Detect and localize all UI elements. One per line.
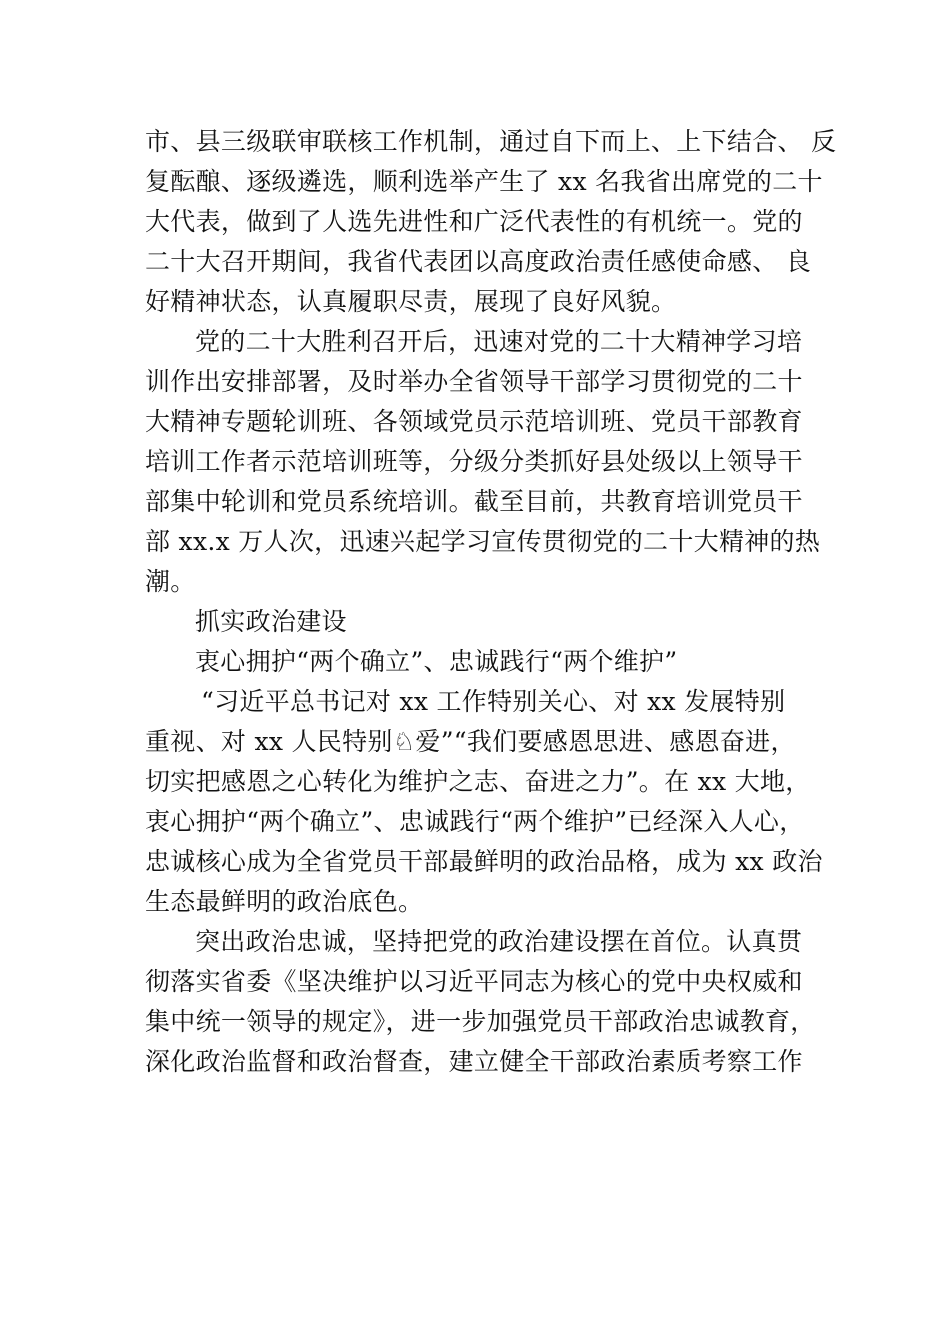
text-line: 部集中轮训和党员系统培训。截至目前，共教育培训党员干 bbox=[145, 487, 803, 516]
paragraph-3 bbox=[145, 682, 825, 922]
paragraph-2 bbox=[145, 322, 825, 602]
text-line: 深化政治监督和政治督查，建立健全干部政治素质考察工作 bbox=[145, 1047, 803, 1076]
section-heading: 抓实政治建设 bbox=[195, 607, 347, 636]
text-line: 二十大召开期间，我省代表团以高度政治责任感使命感、 良 bbox=[145, 247, 812, 276]
text-line: 市、县三级联审联核工作机制，通过自下而上、上下结合、 反 bbox=[145, 127, 837, 156]
text-line: 彻落实省委《坚决维护以习近平同志为核心的党中央权威和 bbox=[145, 967, 803, 996]
text-line: 大精神专题轮训班、各领域党员示范培训班、党员干部教育 bbox=[145, 407, 803, 436]
paragraph-4 bbox=[145, 922, 825, 1082]
text-line: 切实把感恩之心转化为维护之志、奋进之力”。在 xx 大地， bbox=[145, 767, 811, 796]
text-line: 重视、对 xx 人民特别♘爱”“我们要感恩思进、感恩奋进， bbox=[145, 727, 796, 756]
document-body bbox=[145, 122, 837, 1082]
text-line: 大代表，做到了人选先进性和广泛代表性的有机统一。党的 bbox=[145, 207, 803, 236]
text-line: 衷心拥护“两个确立”、忠诚践行“两个维护”已经深入人心， bbox=[145, 807, 805, 836]
text-line: 培训工作者示范培训班等，分级分类抓好县处级以上领导干 bbox=[145, 447, 803, 476]
text-line: 党的二十大胜利召开后，迅速对党的二十大精神学习培 bbox=[195, 327, 803, 356]
text-line: 忠诚核心成为全省党员干部最鲜明的政治品格，成为 xx 政治 bbox=[145, 847, 823, 876]
paragraph-1 bbox=[145, 122, 837, 322]
text-line: 部 xx.x 万人次，迅速兴起学习宣传贯彻党的二十大精神的热 bbox=[145, 527, 821, 556]
text-line: 训作出安排部署，及时举办全省领导干部学习贯彻党的二十 bbox=[145, 367, 803, 396]
subsection-heading: 衷心拥护“两个确立”、忠诚践行“两个维护” bbox=[195, 647, 678, 676]
text-line: “习近平总书记对 xx 工作特别关心、对 xx 发展特别 bbox=[201, 687, 786, 716]
text-line: 好精神状态，认真履职尽责，展现了良好风貌。 bbox=[145, 287, 677, 316]
text-line: 生态最鲜明的政治底色。 bbox=[145, 887, 424, 916]
text-line: 潮。 bbox=[145, 567, 196, 596]
text-line: 复酝酿、逐级遴选，顺利选举产生了 xx 名我省出席党的二十 bbox=[145, 167, 823, 196]
text-line: 突出政治忠诚，坚持把党的政治建设摆在首位。认真贯 bbox=[195, 927, 803, 956]
text-line: 集中统一领导的规定》，进一步加强党员干部政治忠诚教育， bbox=[145, 1007, 816, 1036]
